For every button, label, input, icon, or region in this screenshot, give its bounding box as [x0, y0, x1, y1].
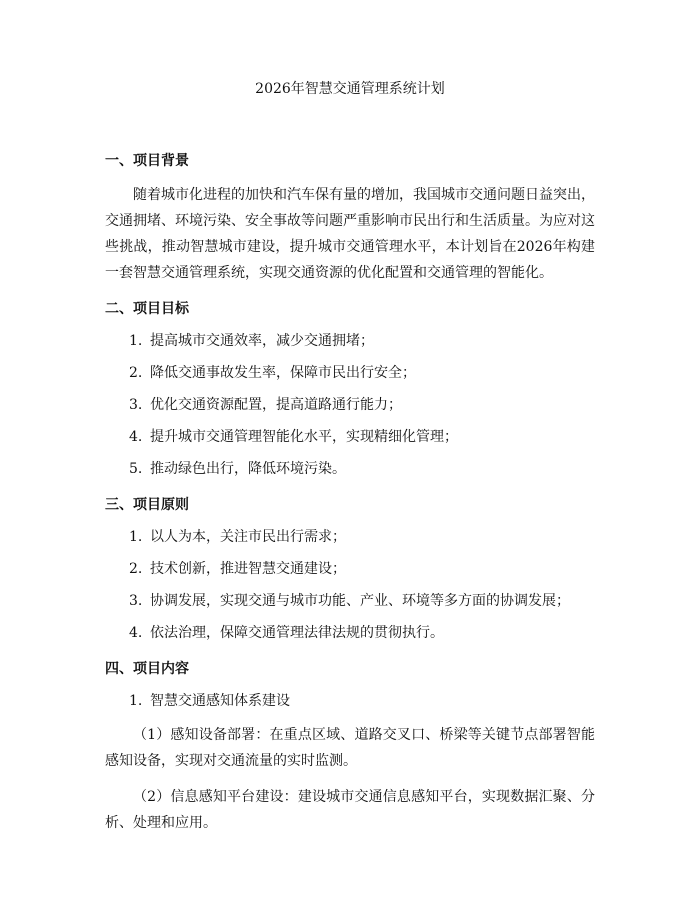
section-heading-content: 四、项目内容: [105, 661, 189, 677]
list-item-text: 依法治理，保障交通管理法律法规的贯彻执行。: [150, 625, 444, 641]
list-item: [105, 526, 595, 548]
list-item-text: 降低交通事故发生率，保障市民出行安全；: [150, 365, 416, 381]
list-item-number: 2.: [129, 561, 143, 577]
list-item-text: 推动绿色出行，降低环境污染。: [150, 461, 346, 477]
document-title: 2026年智慧交通管理系统计划: [255, 81, 445, 97]
list-item-number: 5.: [129, 461, 143, 477]
list-item: [105, 330, 595, 352]
content-paragraph-device-deployment: （1）感知设备部署：在重点区域、道路交叉口、桥梁等关键节点部署智能感知设备，实现对交通流量的实时监测。: [105, 727, 595, 769]
list-item-number: 1.: [129, 529, 143, 545]
content-paragraph-platform-construction: （2）信息感知平台建设：建设城市交通信息感知平台，实现数据汇聚、分析、处理和应用。: [105, 789, 595, 831]
list-item: [105, 394, 595, 416]
list-item: [105, 558, 595, 580]
list-item: [105, 622, 595, 644]
list-item-number: 4.: [129, 429, 143, 445]
list-item-number: 2.: [129, 365, 143, 381]
list-item-number: 3.: [129, 397, 143, 413]
list-item-text: 优化交通资源配置，提高道路通行能力；: [150, 397, 402, 413]
list-item: [105, 458, 595, 480]
list-item-text: 提升城市交通管理智能化水平，实现精细化管理；: [150, 429, 458, 445]
sub-heading-perception-system: [105, 690, 595, 712]
section-heading-background: 一、项目背景: [105, 153, 189, 169]
list-item-number: 4.: [129, 625, 143, 641]
goals-list: [105, 330, 595, 480]
sub-heading-text: 智慧交通感知体系建设: [150, 693, 290, 709]
list-item-text: 技术创新，推进智慧交通建设；: [150, 561, 346, 577]
list-item-number: 3.: [129, 593, 143, 609]
list-item: [105, 426, 595, 448]
list-item-text: 以人为本，关注市民出行需求；: [150, 529, 346, 545]
background-paragraph: 随着城市化进程的加快和汽车保有量的增加，我国城市交通问题日益突出，交通拥堵、环境污染、安全事故等问题严重影响市民出行和生活质量。为应对这些挑战，推动智慧城市建设，提升城市交通管理水平，本计划旨在2026年构建一套智慧交通管理系统，实现交通资源的优化配置和交通管理的智能化。: [105, 187, 595, 281]
list-item: [105, 362, 595, 384]
list-item: [105, 590, 595, 612]
section-heading-goals: 二、项目目标: [105, 301, 189, 317]
section-heading-principles: 三、项目原则: [105, 497, 189, 513]
list-item-text: 协调发展，实现交通与城市功能、产业、环境等多方面的协调发展；: [150, 593, 570, 609]
sub-heading-number: 1.: [129, 693, 143, 709]
list-item-number: 1.: [129, 333, 143, 349]
principles-list: [105, 526, 595, 644]
list-item-text: 提高城市交通效率，减少交通拥堵；: [150, 333, 374, 349]
